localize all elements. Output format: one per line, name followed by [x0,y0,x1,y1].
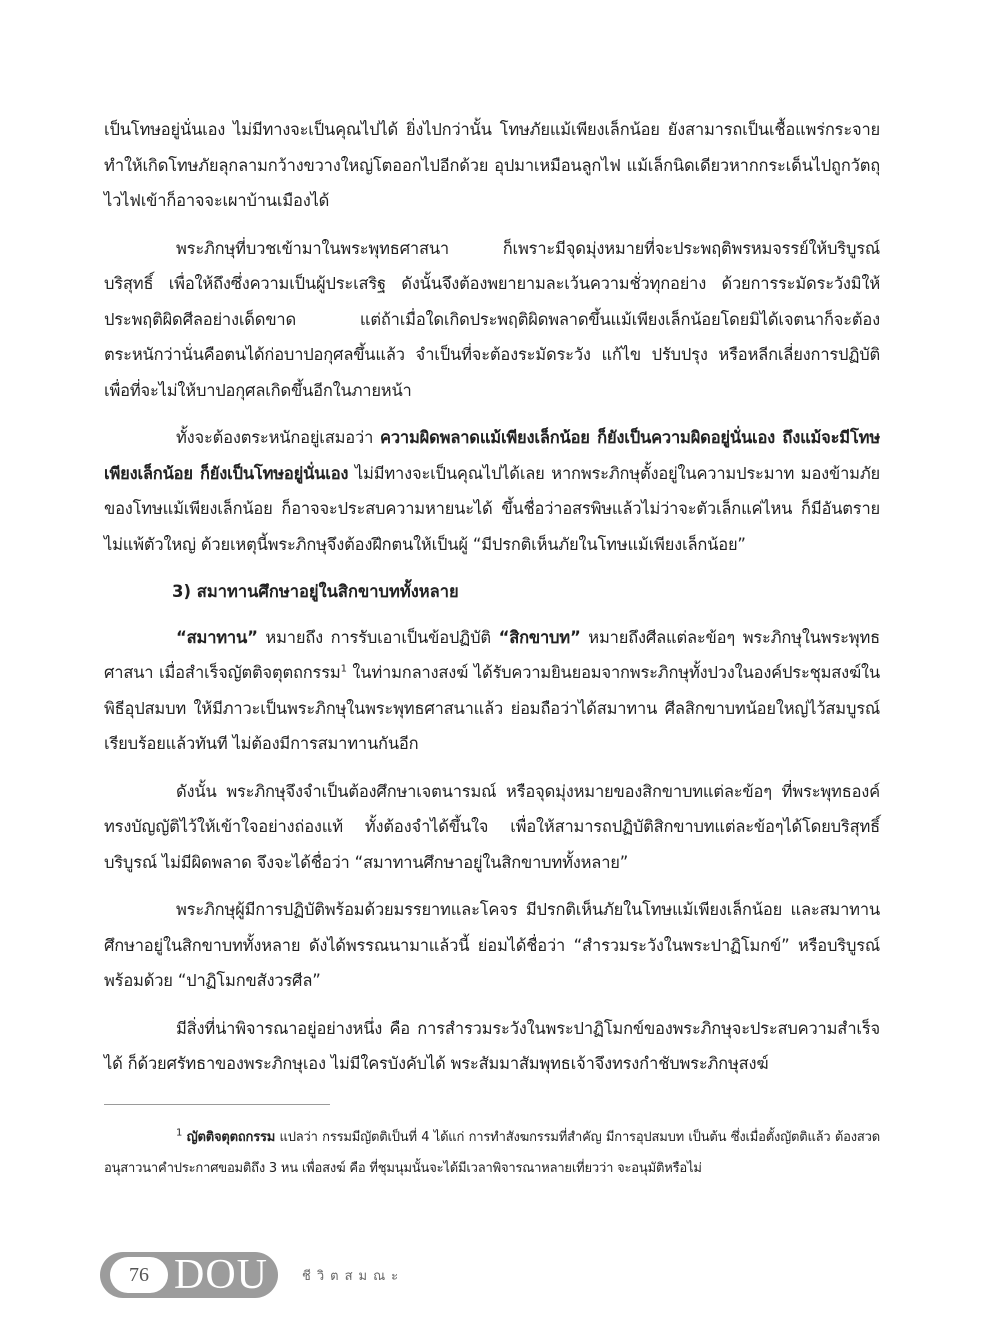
paragraph-1: เป็นโทษอยู่นั่นเอง ไม่มีทางจะเป็นคุณไปได้ ยิ่งไปกว่านั้น โทษภัยแม้เพียงเล็กน้อย ยังสามารถเป็นเชื้อแพร่กระจาย ทำให้เกิดโทษภัยลุกลามกว้างขวางใหญ่โตออกไปอีกด้วย อุปมาเหมือนลูกไฟ แม้เล็กนิดเดียวหากกระเด็นไปถูกวัตถุไวไฟเข้าก็อาจจะเผาบ้านเมืองได้ [104,120,880,210]
term-sikkhabot: “สิกขาบท” [498,627,581,647]
section-heading: 3) สมาทานศึกษาอยู่ในสิกขาบททั้งหลาย [172,582,459,601]
page-body [104,112,880,1094]
paragraph-3-emphasis: ความผิดพลาดแม้เพียงเล็กน้อย ก็ยังเป็นความผิดอยู่นั่นเอง ถึงแม้จะมีโทษเพียงเล็กน้อย ก็ยังเป็นโทษอยู่นั่นเอง [104,428,881,483]
footnote-marker: 1 [176,1127,183,1139]
dou-logo: DOU [174,1252,268,1298]
paragraph-4-part-3: ในท่ามกลางสงฆ์ ได้รับความยินยอมจากพระภิกษุทั้งปวงในองค์ประชุมสงฆ์ในพิธีอุปสมบท ให้มีภาวะเป็นพระภิกษุในพระพุทธศาสนาแล้ว ย่อมถือว่าได้สมาทาน ศีลสิกขาบทน้อยใหญ่ไว้สมบูรณ์เรียบร้อยแล้วทันที ไม่ต้องมีการสมาทานกันอีก [104,663,880,753]
footnote [104,1122,880,1184]
paragraph-4-part-1: หมายถึง การรับเอาเป็นข้อปฏิบัติ [257,627,499,647]
footnote-reference[interactable]: 1 [340,663,347,675]
page-number: 76 [110,1257,168,1293]
paragraph-3 [104,420,880,562]
paragraph-7: มีสิ่งที่น่าพิจารณาอยู่อย่างหนึ่ง คือ การสำรวมระวังในพระปาฏิโมกข์ของพระภิกษุจะประสบความสำเร็จได้ ก็ด้วยศรัทธาของพระภิกษุเอง ไม่มีใครบังคับได้ พระสัมมาสัมพุทธเจ้าจึงทรงกำชับพระภิกษุสงฆ์ [104,1018,880,1073]
footer-badge [100,1252,278,1298]
footnote-text: แปลว่า กรรมมีญัตติเป็นที่ 4 ได้แก่ การทำสังฆกรรมที่สำคัญ มีการอุปสมบท เป็นต้น ซึ่งเมื่อตั้งญัตติแล้ว ต้องสวดอนุสาวนาคำประกาศขอมติถึง 3 หน เพื่อสงฆ์ คือ ที่ชุมนุมนั้นจะได้มีเวลาพิจารณาหลายเที่ยวว่า จะอนุมัติหรือไม่ [104,1130,881,1176]
footnote-term: ญัตติจตุตถกรรม [186,1130,276,1145]
paragraph-3-rest: ไม่มีทางจะเป็นคุณไปได้เลย หากพระภิกษุตั้งอยู่ในความประมาท มองข้ามภัยของโทษแม้เพียงเล็กน้อย ก็อาจจะประสบความหายนะได้ ขึ้นชื่อว่าอสรพิษแล้วไม่ว่าจะตัวเล็กแค่ไหน ก็มีอันตรายไม่แพ้ตัวใหญ่ ด้วยเหตุนี้พระภิกษุจึงต้องฝึกตนให้เป็นผู้ “มีปรกติเห็นภัยในโทษแม้เพียงเล็กน้อย” [104,463,880,554]
paragraph-4 [104,620,880,762]
paragraph-6: พระภิกษุผู้มีการปฏิบัติพร้อมด้วยมรรยาทและโคจร มีปรกติเห็นภัยในโทษแม้เพียงเล็กน้อย และสมาทานศึกษาอยู่ในสิกขาบททั้งหลาย ดังได้พรรณนามาแล้วนี้ ย่อมได้ชื่อว่า “สำรวมระวังในพระปาฏิโมกข์” หรือบริบูรณ์พร้อมด้วย “ปาฏิโมกขสังวรศีล” [104,900,880,990]
paragraph-4-part-2: หมายถึงศีลแต่ละข้อๆ พระภิกษุในพระพุทธศาสนา เมื่อสำเร็จญัตติจตุตถกรรม [104,627,881,682]
paragraph-3-lead: ทั้งจะต้องตระหนักอยู่เสมอว่า [176,428,381,447]
paragraph-2: พระภิกษุที่บวชเข้ามาในพระพุทธศาสนา ก็เพราะมีจุดมุ่งหมายที่จะประพฤติพรหมจรรย์ให้บริบูรณ์บริสุทธิ์ เพื่อให้ถึงซึ่งความเป็นผู้ประเสริฐ ดังนั้นจึงต้องพยายามละเว้นความชั่วทุกอย่าง ด้วยการระมัดระวังมิให้ประพฤติผิดศีลอย่างเด็ดขาด แต่ถ้าเมื่อใดเกิดประพฤติผิดพลาดขึ้นแม้เพียงเล็กน้อยโดยมิได้เจตนาก็จะต้องตระหนักว่านั่นคือตนได้ก่อบาปอกุศลขึ้นแล้ว จำเป็นที่จะต้องระมัดระวัง แก้ไข ปรับปรุง หรือหลีกเลี่ยงการปฏิบัติเพื่อที่จะไม่ให้บาปอกุศลเกิดขึ้นอีกในภายหน้า [104,238,880,400]
page-footer [100,1252,404,1298]
paragraph-5: ดังนั้น พระภิกษุจึงจำเป็นต้องศึกษาเจตนารมณ์ หรือจุดมุ่งหมายของสิกขาบทแต่ละข้อๆ ที่พระพุทธองค์ทรงบัญญัติไว้ให้เข้าใจอย่างถ่องแท้ ทั้งต้องจำได้ขึ้นใจ เพื่อให้สามารถปฏิบัติสิกขาบทแต่ละข้อๆได้โดยบริสุทธิ์บริบูรณ์ ไม่มีผิดพลาด จึงจะได้ชื่อว่า “สมาทานศึกษาอยู่ในสิกขาบททั้งหลาย” [104,781,880,872]
book-title: ชีวิตสมณะ [302,1268,405,1284]
footnote-divider [104,1104,330,1105]
term-samathan: “สมาทาน” [176,627,258,647]
